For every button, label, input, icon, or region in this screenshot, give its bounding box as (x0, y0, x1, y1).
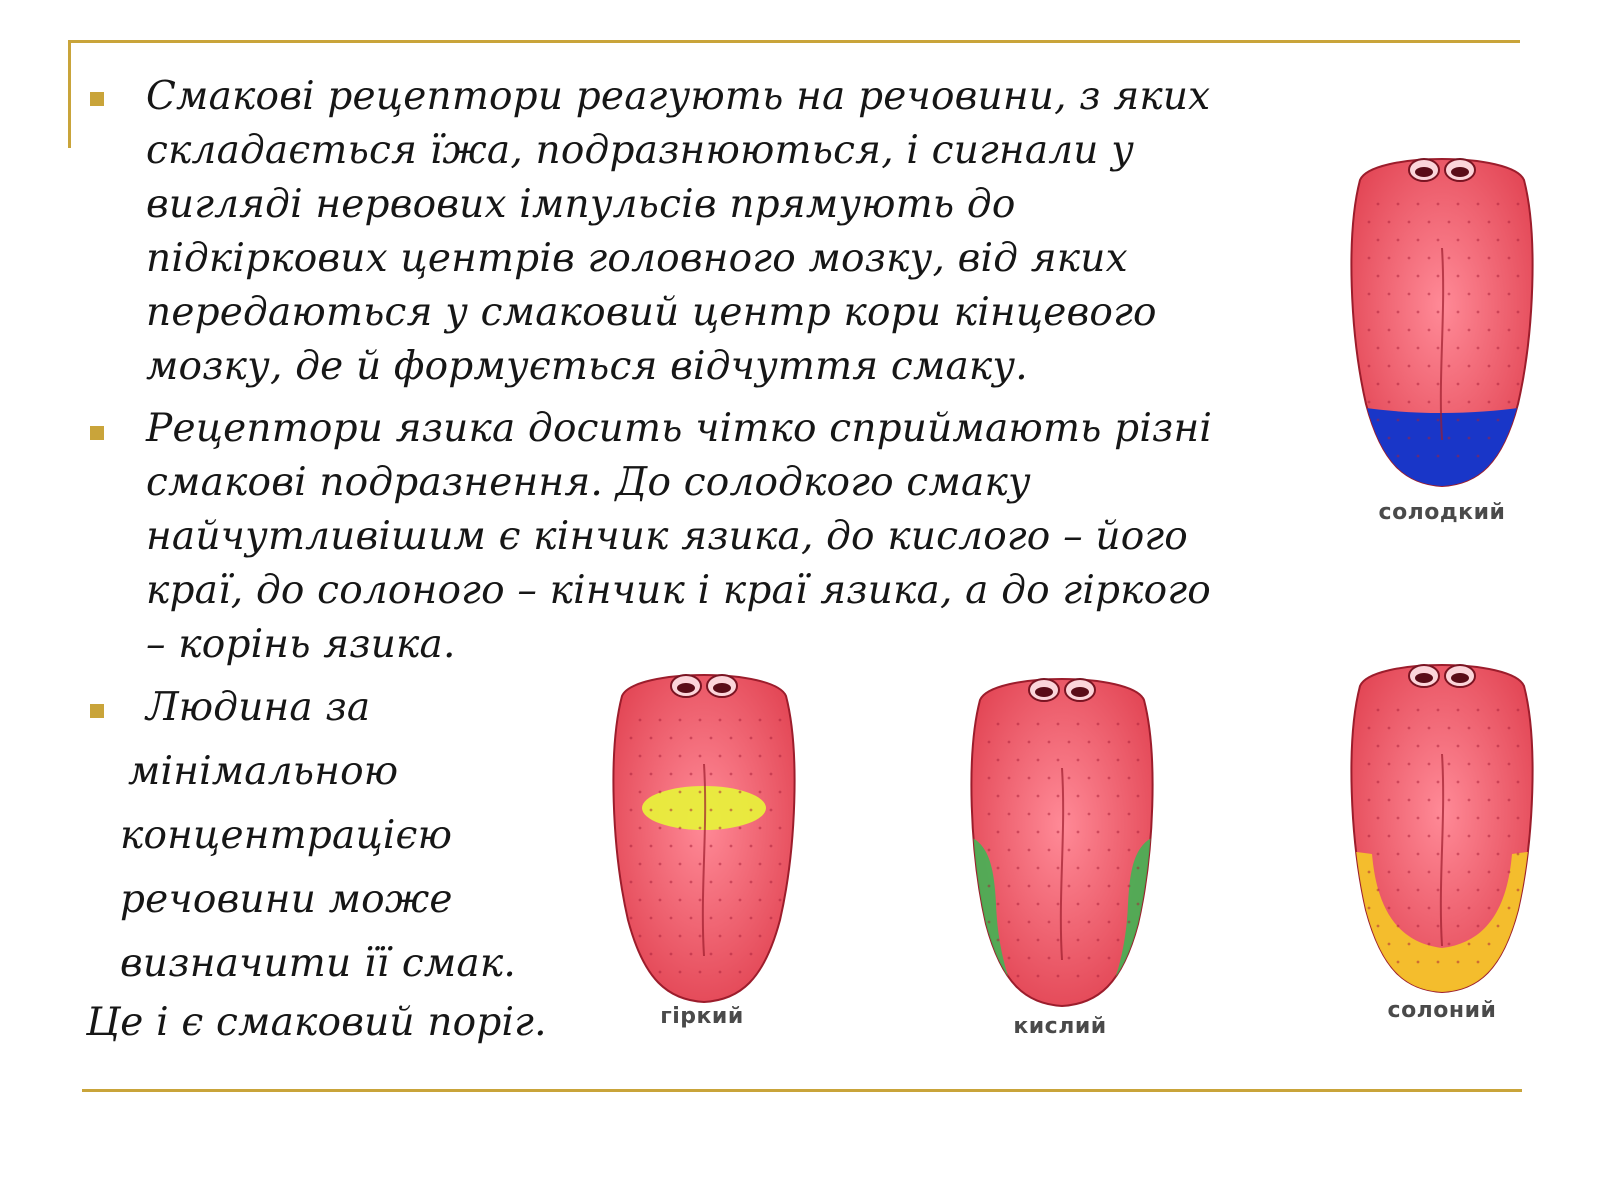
bullet-marker (90, 704, 104, 718)
tongue-illustration (1342, 650, 1542, 996)
bullet-marker (90, 426, 104, 440)
tongue-figure-salty (1342, 650, 1542, 996)
text-line: найчутливішим є кінчик язика, до кислого – його (146, 514, 1188, 559)
text-line: речовини може (120, 877, 453, 922)
frame-bottom-line (82, 1089, 1522, 1092)
text-line: підкіркових центрів головного мозку, від яких (146, 236, 1128, 281)
tongue-illustration (962, 664, 1162, 1010)
text-line: смакові подразнення. До солодкого смаку (146, 460, 1031, 505)
tongue-illustration (604, 660, 804, 1006)
text-line: Людина за (146, 685, 371, 730)
paragraph-tongue-zones (146, 402, 1212, 672)
text-line: передаються у смаковий центр кори кінцевого (146, 290, 1157, 335)
paragraph-threshold (120, 676, 516, 996)
paragraph-taste-receptors (146, 70, 1210, 394)
text-line: – корінь язика. (146, 622, 456, 667)
tongue-figure-bitter (604, 660, 804, 1006)
tongue-figure-sour (962, 664, 1162, 1010)
tongue-figure-sweet (1342, 144, 1542, 490)
text-line: вигляді нервових імпульсів прямують до (146, 182, 1016, 227)
caption-bitter: гіркий (660, 1004, 744, 1029)
frame-left-line (68, 40, 71, 148)
bullet-marker (90, 92, 104, 106)
text-line: складається їжа, подразнюються, і сигнали у (146, 128, 1135, 173)
text-line: Смакові рецептори реагують на речовини, з яких (146, 74, 1211, 119)
text-line: мінімальною (128, 749, 399, 794)
tongue-illustration (1342, 144, 1542, 490)
caption-salty: солоний (1387, 998, 1497, 1023)
closing-line (86, 996, 547, 1050)
text-line: мозку, де й формується відчуття смаку. (146, 344, 1028, 389)
text-line: визначити її смак. (120, 941, 516, 986)
text-line: краї, до солоного – кінчик і краї язика, а до гіркого (146, 568, 1211, 613)
frame-top-line (68, 40, 1520, 43)
text-line: Рецептори язика досить чітко сприймають різні (146, 406, 1213, 451)
caption-sweet: солодкий (1378, 500, 1506, 525)
text-line: Це і є смаковий поріг. (86, 1000, 547, 1045)
caption-sour: кислий (1013, 1014, 1107, 1039)
text-line: концентрацією (120, 813, 453, 858)
